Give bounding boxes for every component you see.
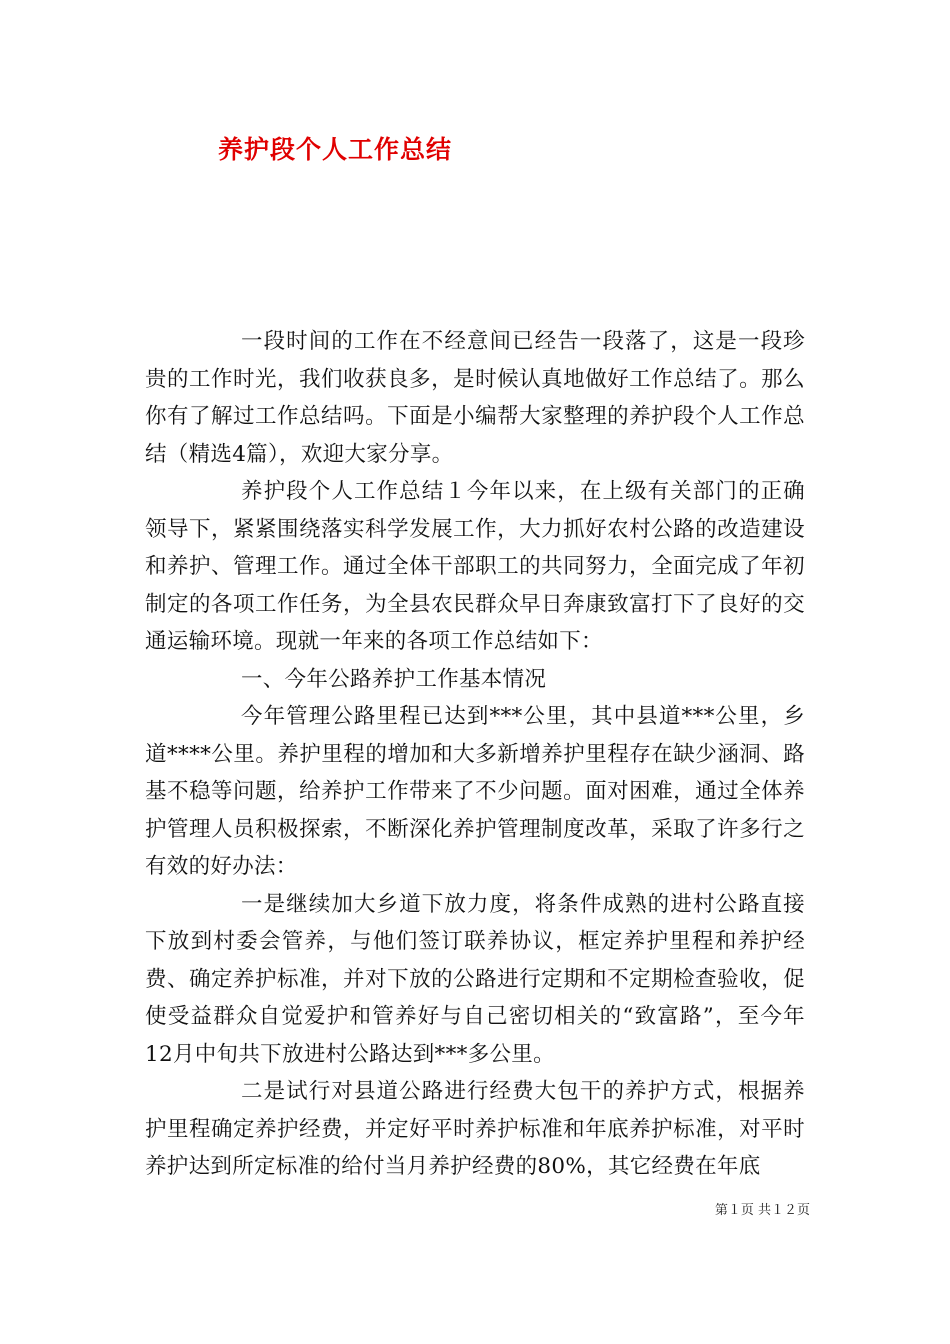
paragraph-summary-1: 养护段个人工作总结１今年以来，在上级有关部门的正确领导下，紧紧围绕落实科学发展工作，大力抓好农村公路的改造建设和养护、管理工作。通过全体干部职工的共同努力，全面完成了年初制定的各项工作任务，为全县农民群众早日奔康致富打下了良好的交通运输环境。现就一年来的各项工作总结如下：	[145, 479, 805, 654]
document-body	[145, 323, 805, 1186]
paragraph-road-mileage: 今年管理公路里程已达到***公里，其中县道***公里，乡道****公里。养护里程的增加和大多新增养护里程存在缺少涵洞、路基不稳等问题，给养护工作带来了不少问题。面对困难，通过全体养护管理人员积极探索，不断深化养护管理制度改革，采取了许多行之有效的好办法：	[145, 704, 805, 879]
paragraph-intro: 一段时间的工作在不经意间已经告一段落了，这是一段珍贵的工作时光，我们收获良多，是时候认真地做好工作总结了。那么你有了解过工作总结吗。下面是小编帮大家整理的养护段个人工作总结（精选4篇），欢迎大家分享。	[145, 329, 805, 467]
page-number: 第１页 共１２页	[714, 1203, 810, 1218]
paragraph-measure-2: 二是试行对县道公路进行经费大包干的养护方式，根据养护里程确定养护经费，并定好平时养护标准和年底养护标准，对平时养护达到所定标准的给付当月养护经费的80%，其它经费在年底	[145, 1079, 805, 1179]
section-heading-1: 一、今年公路养护工作基本情况	[241, 666, 547, 692]
paragraph-measure-1: 一是继续加大乡道下放力度，将条件成熟的进村公路直接下放到村委会管养，与他们签订联养协议，框定养护里程和养护经费、确定养护标准，并对下放的公路进行定期和不定期检查验收，促使受益群众自觉爱护和管养好与自己密切相关的“致富路”，至今年12月中旬共下放进村公路达到***多公里。	[145, 891, 805, 1067]
page-title: 养护段个人工作总结	[218, 135, 453, 164]
